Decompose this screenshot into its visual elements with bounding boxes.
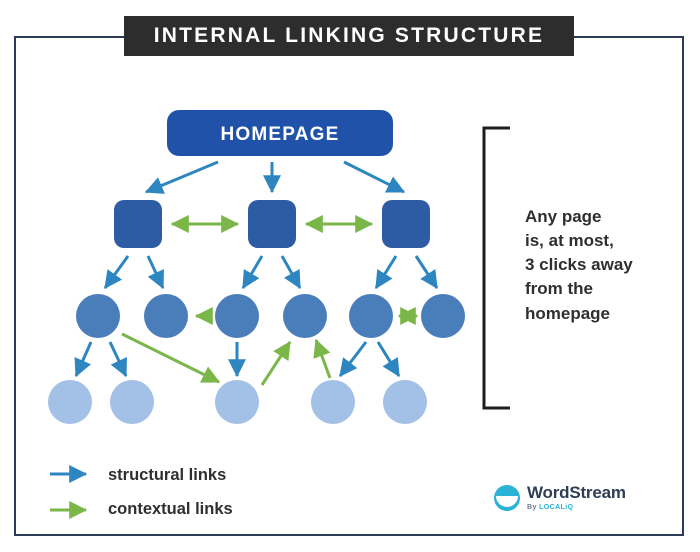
brand-sub xyxy=(527,504,626,511)
node-level3-3 xyxy=(215,294,259,338)
page-title: INTERNAL LINKING STRUCTURE xyxy=(153,24,545,47)
brand-sub-prefix: By xyxy=(527,504,540,511)
node-homepage xyxy=(167,110,393,156)
legend xyxy=(48,458,378,526)
brand-text xyxy=(527,484,626,511)
structural-arrows-level1-2 xyxy=(146,162,404,192)
legend-item-structural xyxy=(48,458,378,492)
callout-line-4: from the xyxy=(525,279,593,299)
node-level4-2 xyxy=(110,380,154,424)
node-level3-5 xyxy=(349,294,393,338)
callout-line-5: homepage xyxy=(525,303,611,323)
callout-line-2: is, at most, xyxy=(525,231,614,251)
node-level2-2 xyxy=(248,200,296,248)
node-level3-1 xyxy=(76,294,120,338)
structural-arrows-level3-4 xyxy=(76,342,399,376)
node-level4-4 xyxy=(311,380,355,424)
node-level2-1 xyxy=(114,200,162,248)
node-level4-5 xyxy=(383,380,427,424)
node-level3-6 xyxy=(421,294,465,338)
legend-label-contextual: contextual links xyxy=(108,499,233,518)
node-level4-3 xyxy=(215,380,259,424)
title-bar xyxy=(124,16,574,56)
callout-line-1: Any page xyxy=(525,207,602,226)
wordstream-wave-icon xyxy=(494,485,520,511)
legend-label-structural: structural links xyxy=(108,465,227,484)
brand-logo xyxy=(494,484,626,511)
callout-bracket xyxy=(484,128,510,408)
legend-item-contextual xyxy=(48,492,378,526)
node-level3-4 xyxy=(283,294,327,338)
structural-arrows-level2-3 xyxy=(105,256,437,288)
node-level4-1 xyxy=(48,380,92,424)
node-level3-2 xyxy=(144,294,188,338)
brand-sub-name: LOCALiQ xyxy=(539,504,574,511)
node-level2-3 xyxy=(382,200,430,248)
node-homepage-label: HOMEPAGE xyxy=(220,124,340,145)
callout-line-3: 3 clicks away xyxy=(525,255,633,275)
brand-name: WordStream xyxy=(527,483,626,502)
callout-text xyxy=(525,205,685,326)
